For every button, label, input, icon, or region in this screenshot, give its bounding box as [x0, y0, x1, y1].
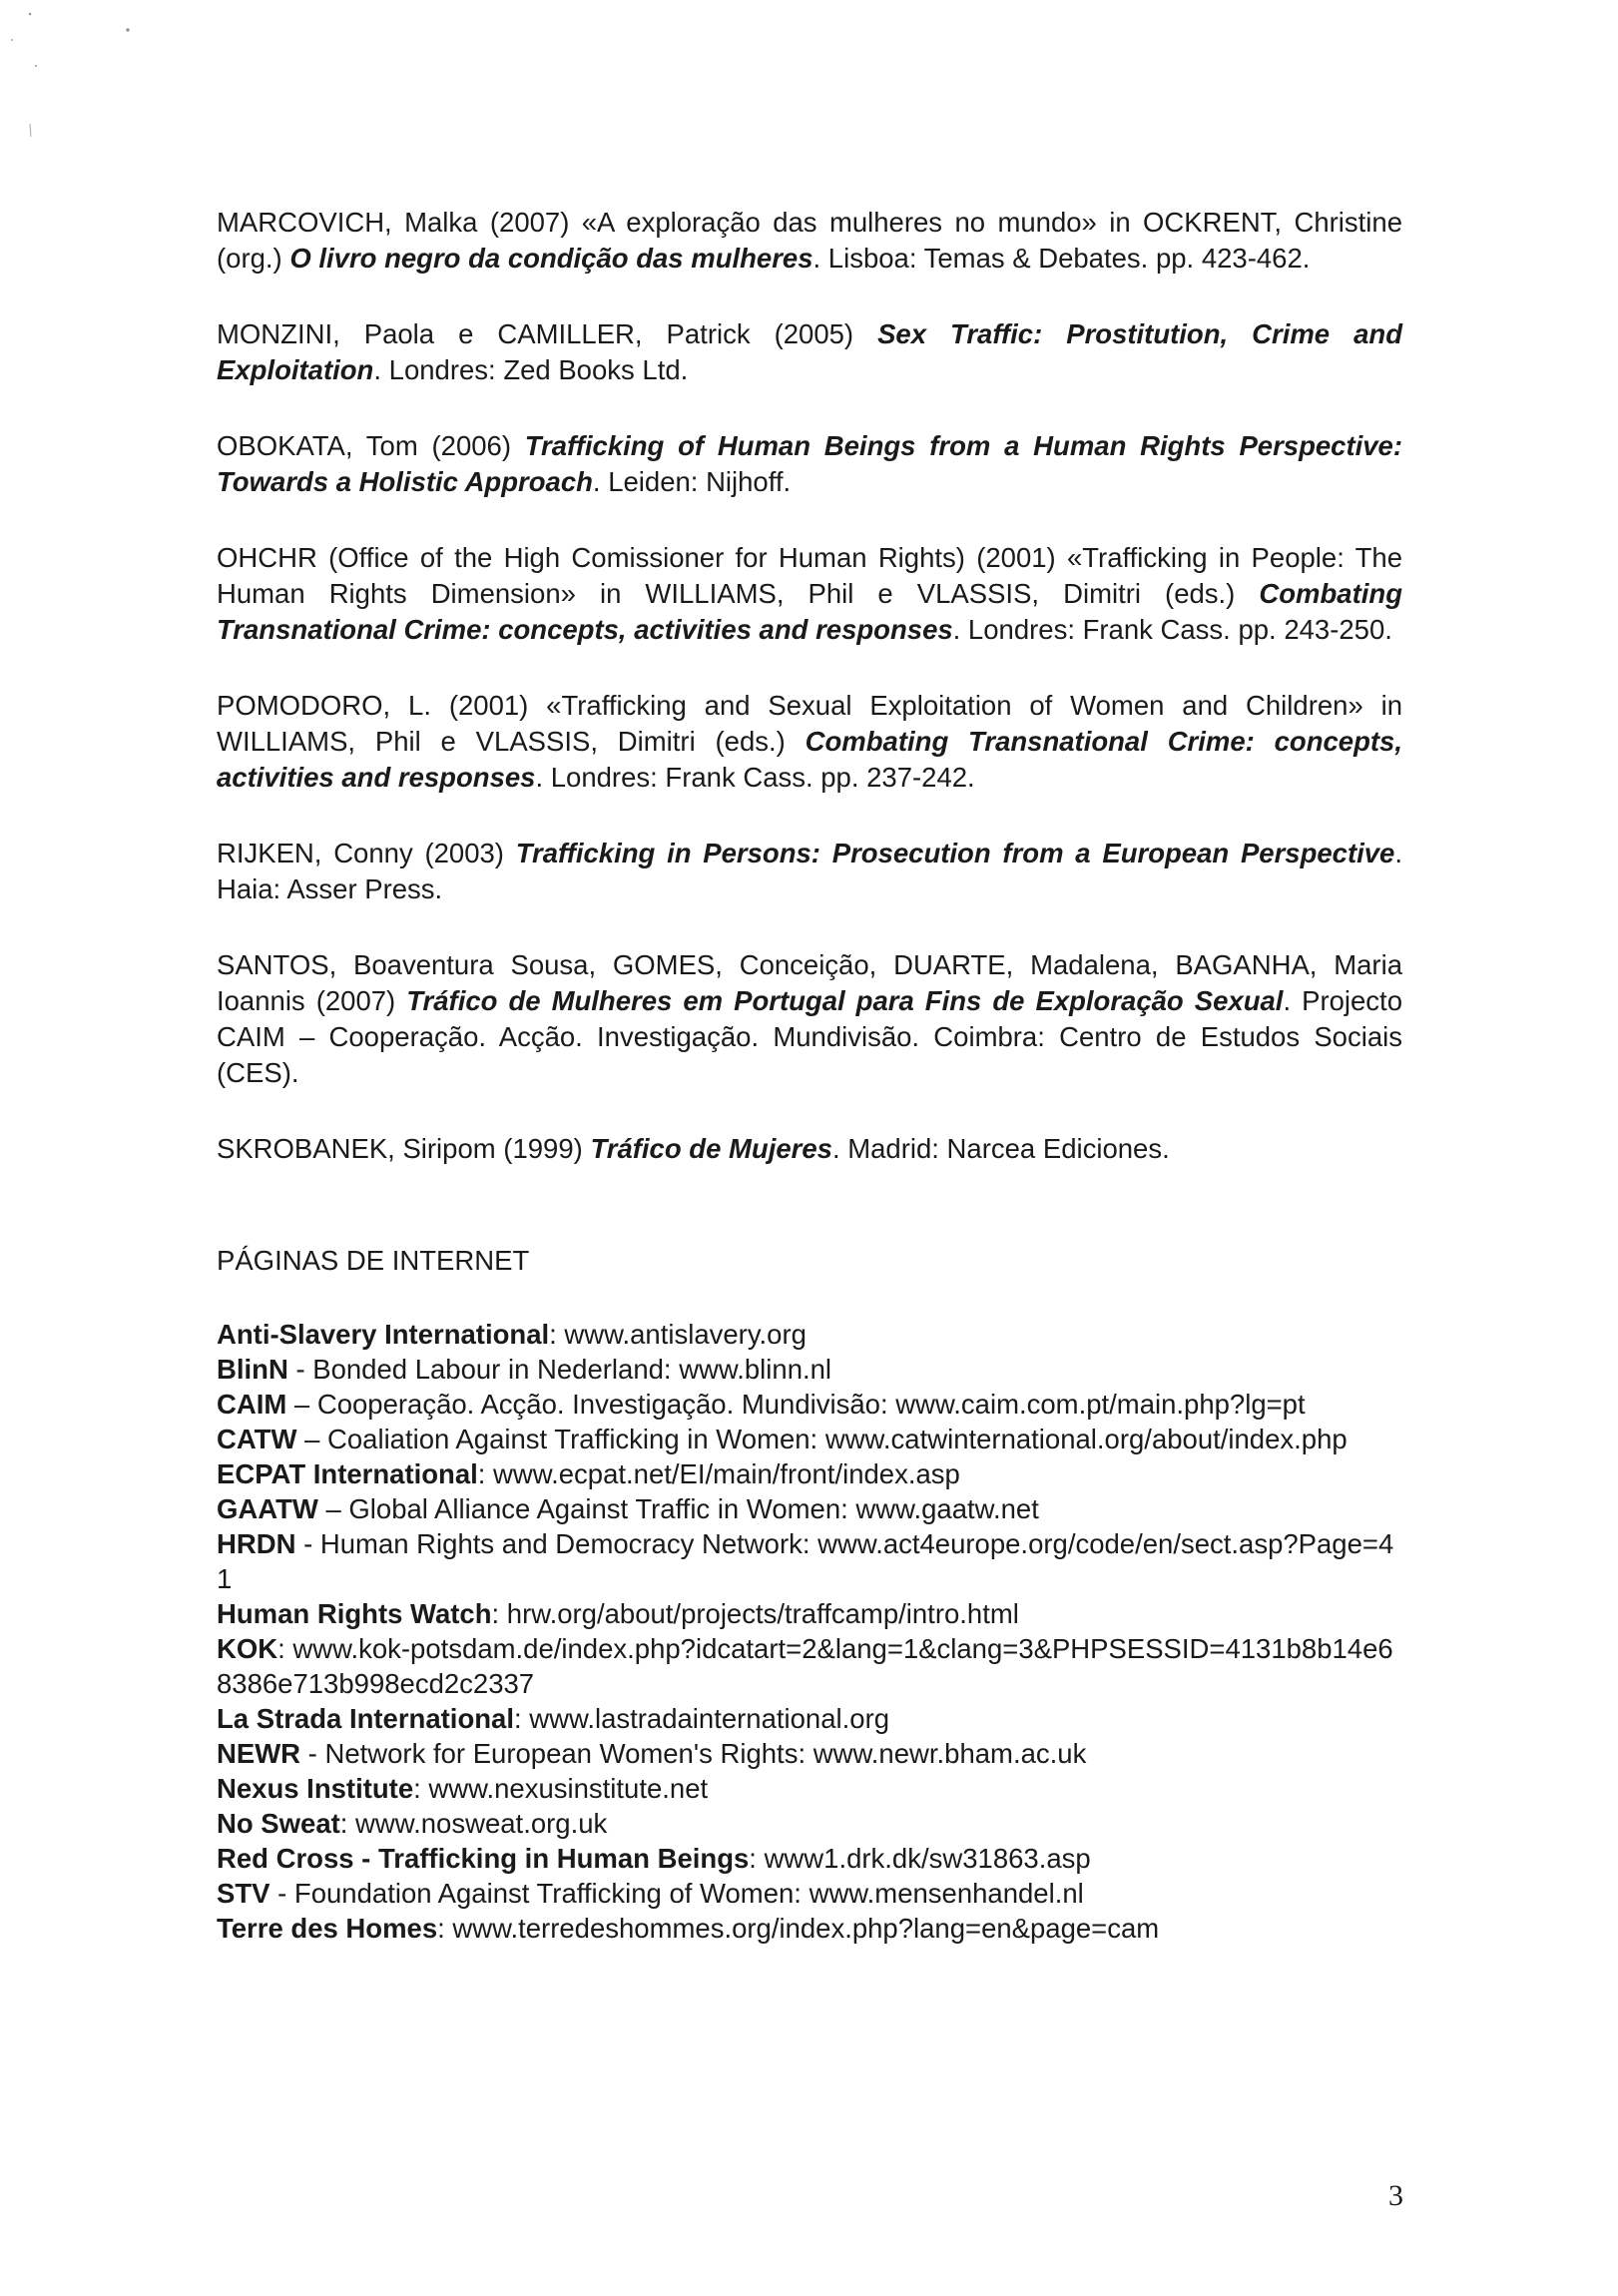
- reference-title: Combating Transnational Crime: concepts, activities and responses: [217, 578, 1402, 645]
- web-link-entry: Red Cross - Trafficking in Human Beings: www1.drk.dk/sw31863.asp: [217, 1843, 1091, 1874]
- reference-entry: OHCHR (Office of the High Comissioner for Human Rights) (2001) «Trafficking in People: The Human Rights Dimension» in WILLIAMS, Phil e VLASSIS, Dimitri (eds.) Combating Transnational Crime: concepts, activities and responses. Londres: Frank Cass. pp. 243-250.: [217, 542, 1402, 645]
- section-heading: PÁGINAS DE INTERNET: [217, 1245, 530, 1276]
- reference-title: Trafficking in Persons: Prosecution from a European Perspective: [515, 838, 1395, 868]
- web-links-list: [217, 1317, 1402, 1946]
- reference-title: Sex Traffic: Prostitution, Crime and Exploitation: [217, 318, 1402, 385]
- reference-title: O livro negro da condição das mulheres: [289, 243, 813, 274]
- web-link-entry: Nexus Institute: www.nexusinstitute.net: [217, 1773, 709, 1804]
- web-link-entry: No Sweat: www.nosweat.org.uk: [217, 1808, 608, 1839]
- page-number: 3: [1388, 2179, 1403, 2212]
- web-link-entry: NEWR - Network for European Women's Rights: www.newr.bham.ac.uk: [217, 1738, 1087, 1769]
- reference-entry: OBOKATA, Tom (2006) Trafficking of Human Beings from a Human Rights Perspective: Towards a Holistic Approach. Leiden: Nijhoff.: [217, 430, 1403, 497]
- reference-entry: SANTOS, Boaventura Sousa, GOMES, Conceição, DUARTE, Madalena, BAGANHA, Maria Ioannis (2007) Tráfico de Mulheres em Portugal para Fins de Exploração Sexual. Projecto CAIM – Cooperação. Acção. Investigação. Mundivisão. Coimbra: Centro de Estudos Sociais (CES).: [217, 949, 1402, 1088]
- web-link-entry: HRDN - Human Rights and Democracy Network: www.act4europe.org/code/en/sect.asp?Page=41: [217, 1528, 1394, 1594]
- reference-title: Tráfico de Mulheres em Portugal para Fins de Exploração Sexual: [406, 985, 1284, 1016]
- scan-specks: [0, 0, 160, 160]
- reference-title: Trafficking of Human Beings from a Human Rights Perspective: Towards a Holistic Approach: [217, 430, 1403, 497]
- web-link-entry: KOK: www.kok-potsdam.de/index.php?idcatart=2&lang=1&clang=3&PHPSESSID=4131b8b14e68386e713b998ecd2c2337: [217, 1633, 1393, 1699]
- reference-entry: POMODORO, L. (2001) «Trafficking and Sexual Exploitation of Women and Children» in WILLIAMS, Phil e VLASSIS, Dimitri (eds.) Combating Transnational Crime: concepts, activities and responses. Londres: Frank Cass. pp. 237-242.: [217, 690, 1402, 793]
- reference-entry: RIJKEN, Conny (2003) Trafficking in Persons: Prosecution from a European Perspective. Haia: Asser Press.: [217, 838, 1402, 904]
- reference-title: Combating Transnational Crime: concepts, activities and responses: [217, 726, 1402, 793]
- web-link-entry: CAIM – Cooperação. Acção. Investigação. Mundivisão: www.caim.com.pt/main.php?lg=pt: [217, 1389, 1306, 1420]
- web-link-entry: La Strada International: www.lastradainternational.org: [217, 1703, 890, 1734]
- web-link-entry: Terre des Homes: www.terredeshommes.org/index.php?lang=en&page=cam: [217, 1913, 1160, 1944]
- web-link-entry: STV - Foundation Against Trafficking of Women: www.mensenhandel.nl: [217, 1878, 1084, 1909]
- references-list: [217, 205, 1402, 1207]
- reference-entry: SKROBANEK, Siripom (1999) Tráfico de Mujeres. Madrid: Narcea Ediciones.: [217, 1133, 1170, 1164]
- reference-entry: MONZINI, Paola e CAMILLER, Patrick (2005) Sex Traffic: Prostitution, Crime and Exploitation. Londres: Zed Books Ltd.: [217, 318, 1402, 385]
- web-link-entry: Anti-Slavery International: www.antislavery.org: [217, 1319, 807, 1350]
- web-link-entry: GAATW – Global Alliance Against Traffic in Women: www.gaatw.net: [217, 1493, 1039, 1524]
- web-link-entry: CATW – Coaliation Against Trafficking in Women: www.catwinternational.org/about/index.php: [217, 1424, 1348, 1454]
- reference-title: Tráfico de Mujeres: [590, 1133, 832, 1164]
- web-link-entry: BlinN - Bonded Labour in Nederland: www.blinn.nl: [217, 1354, 832, 1385]
- reference-entry: MARCOVICH, Malka (2007) «A exploração das mulheres no mundo» in OCKRENT, Christine (org.) O livro negro da condição das mulheres. Lisboa: Temas & Debates. pp. 423-462.: [217, 207, 1402, 274]
- web-link-entry: ECPAT International: www.ecpat.net/EI/main/front/index.asp: [217, 1458, 960, 1489]
- web-link-entry: Human Rights Watch: hrw.org/about/projects/traffcamp/intro.html: [217, 1598, 1019, 1629]
